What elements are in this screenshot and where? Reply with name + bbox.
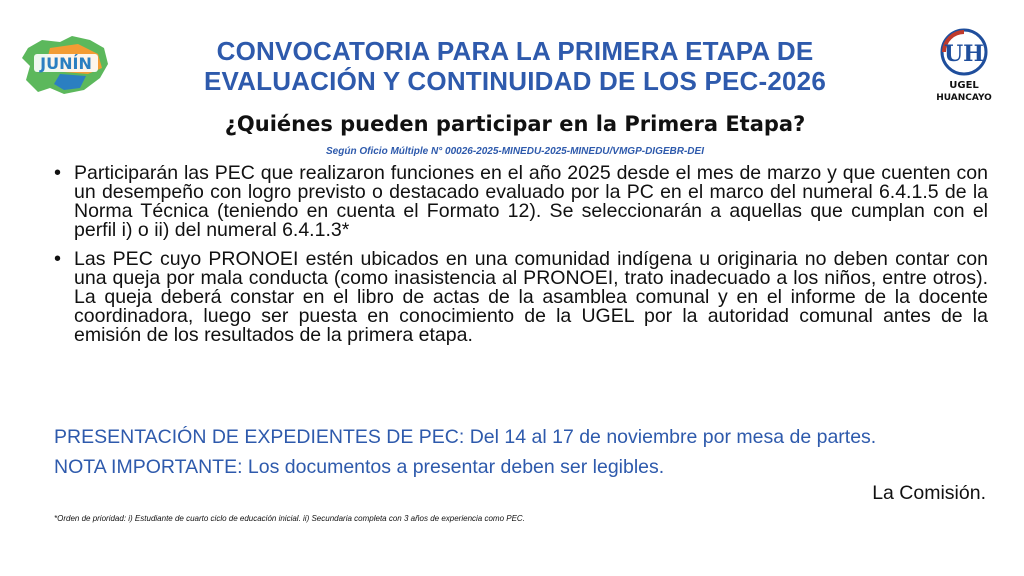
presentation-dates: PRESENTACIÓN DE EXPEDIENTES DE PEC: Del 14 al 17 de noviembre por mesa de partes. [54,426,877,448]
signature: La Comisión. [872,482,986,504]
bullet-item [54,164,988,240]
page-subtitle: ¿Quiénes pueden participar en la Primera Etapa? [224,112,806,136]
ugel-text: UGEL [949,80,979,91]
ugel-emblem-icon [930,26,998,106]
bullet-item [54,250,988,345]
bullet-icon: • [54,162,62,184]
bullet-icon: • [54,248,62,270]
ugel-huancayo-logo [930,26,998,106]
page-title [120,36,910,96]
huancayo-text: HUANCAYO [936,93,992,103]
ugel-mark-text: UH [944,41,984,67]
bullet-text: Participarán las PEC que realizaron funciones en el año 2025 desde el mes de marzo y que cuenten con un desempeño con logro previsto o destacado evaluado por la PC en el marco del numeral 6.4.1.5 de la Norma Técnica (teniendo en cuenta el Formato 12). Se seleccionarán a aquellas que cumplan con el perfil i) o ii) del numeral 6.4.1.3* [74,162,988,241]
junin-map-icon [20,34,112,96]
footnote: *Orden de prioridad: i) Estudiante de cuarto ciclo de educación inicial. ii) Secundaria completa con 3 años de experiencia como PEC. [54,514,525,523]
junin-logo [20,34,112,96]
bullet-list [54,164,988,355]
junin-logo-text: JUNÍN [40,54,92,73]
title-line-1: CONVOCATORIA PARA LA PRIMERA ETAPA DE [216,36,814,66]
source-reference: Según Oficio Múltiple N° 00026-2025-MINEDU-2025-MINEDU/VMGP-DIGEBR-DEI [326,146,704,157]
bullet-text: Las PEC cuyo PRONOEI estén ubicados en una comunidad indígena u originaria no deben contar con una queja por mala conducta (como inasistencia al PRONOEI, trato inadecuado a los niños, entre otros). La queja deberá constar en el libro de actas de la asamblea comunal y en el informe de la docente coordinadora, luego ser puesta en conocimiento de la UGEL por la autoridad comunal antes de la emisión de los resultados de la primera etapa. [74,248,988,346]
important-note: NOTA IMPORTANTE: Los documentos a presentar deben ser legibles. [54,456,665,478]
title-line-2: EVALUACIÓN Y CONTINUIDAD DE LOS PEC-2026 [204,66,826,96]
